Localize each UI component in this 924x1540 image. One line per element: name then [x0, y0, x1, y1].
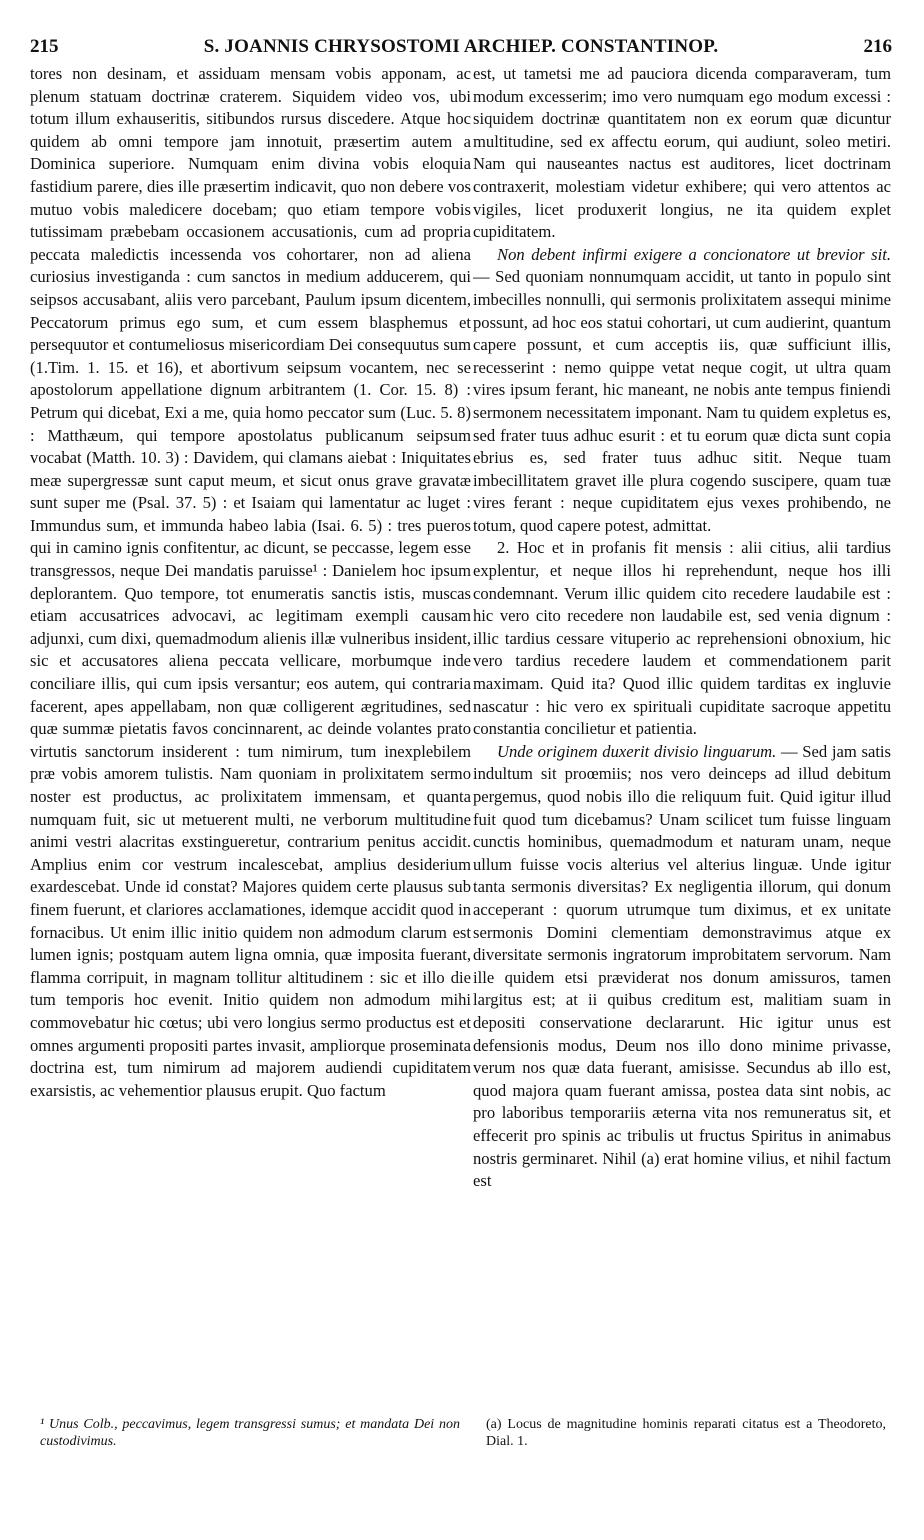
footnote-right: (a) Locus de magnitudine hominis reparati citatus est a Theodoreto, Dial. 1. [486, 1417, 886, 1449]
running-title: S. JOANNIS CHRYSOSTOMI ARCHIEP. CONSTANTINOP. [203, 36, 719, 57]
page-number-left: 215 [30, 36, 59, 57]
running-header [30, 36, 892, 60]
left-column [30, 63, 471, 1408]
left-column-text: tores non desinam, et assiduam mensam vobis apponam, ac plenum statuam doctrinæ craterem. Siquidem video vos, ubi totum illum exhauseritis, sitibundos rursus discedere. Atque hoc quidem ab omni tempore jam innotuit, præsertim autem a Dominica superiore. Numquam enim divina vobis eloquia fastidium parere, dies ille præsertim indicavit, quo non debere vos mutuo vobis maledicere docebam; quo etiam tempore vobis tutissimam præbebam occasionem accusationis, cum ad propria peccata maledictis incessenda vos cohortarer, non ad aliena curiosius investiganda : cum sanctos in medium adducerem, qui seipsos accusabant, aliis vero parcebant, Paulum ipsum dicentem, Peccatorum primus ego sum, et cum essem blasphemus et persequutor et contumeliosus misericordiam Dei consequutus sum (1.Tim. 1. 15. et 16), et abortivum seipsum vocantem, nec se apostolorum appellatione dignum arbitrantem (1. Cor. 15. 8) : Petrum qui dicebat, Exi a me, quia homo peccator sum (Luc. 5. 8) : Matthæum, qui tempore apostolatus publicanum seipsum vocabat (Matth. 10. 3) : Davidem, qui clamans aiebat : Iniquitates meæ supergressæ sunt caput meum, et sicut onus grave gravatæ sunt super me (Psal. 37. 5) : et Isaiam qui lamentatur ac luget : Immundus sum, et immunda habeo labia (Isai. 6. 5) : tres pueros qui in camino ignis confitentur, ac dicunt, se peccasse, legem esse transgressos, neque Dei mandatis paruisse¹ : Danielem hoc ipsum deplorantem. Quo tempore, tot enumeratis sanctis istis, muscas etiam accusatrices advocavi, ac legitimam exempli causam adjunxi, cum dixi, quemadmodum alienis illæ vulneribus insident, sic et accusatores aliena peccata vellicare, morbumque inde conciliare illis, qui cum ipsis versantur; eos autem, qui contraria facerent, apes appellabam, non quæ colligerent ægritudines, sed quæ summæ pietatis favos concinnarent, ac deinde volantes prato virtutis sanctorum insiderent : tum nimirum, tum inexplebilem præ vobis amorem tulistis. Nam quoniam in prolixitatem sermo noster est productus, ac prolixitatem immensam, et quanta numquam fuit, sic ut metuerent multi, ne verborum multitudine animi vestri alacritas exstingueretur, contrarium penitus accidit. Amplius enim cor vestrum incalescebat, amplius desiderium exardescebat. Unde id constat? Majores quidem certe plausus sub finem fuerunt, et clariores acclamationes, idemque accidit quod in fornacibus. Ut enim illic initio quidem non admodum clarum est lumen ignis; postquam autem ligna omnia, quæ imposita fuerant, flamma corripuit, in magnam tollitur altitudinem : sic et illo die tum temporis hoc evenit. Initio quidem non admodum mihi commovebatur hic cœtus; ubi vero longius sermo productus est et omnes argumenti propositi partes invasit, ampliorque proseminata doctrina est, tum nimirum ad majorem audiendi cupiditatem exarsistis, ac vehementior plausus erupit. Quo factum [30, 64, 471, 1100]
footnote-left: ¹ Unus Colb., peccavimus, legem transgressi sumus; et mandata Dei non custodivimus. [40, 1417, 460, 1449]
right-column [473, 63, 891, 1408]
page-number-right: 216 [863, 36, 892, 57]
section-paragraph-3 [473, 741, 891, 1193]
section-heading-1: Non debent infirmi exigere a concionatore ut brevior sit. [497, 244, 891, 264]
section-paragraph-2: 2. Hoc et in profanis fit mensis : alii citius, alii tardius explentur, et neque illos hi reprehendunt, neque hos illi condemnant. Verum illic quidem cito recedere laudabile est : hic vero cito recedere non laudabile est, sed venia dignum : illic tardius cessare vituperio ac reprehensioni obnoxium, hic vero tardius recedere laudem et commendationem parit maximam. Quid ita? Quod illic quidem tarditas ex ingluvie nascatur : hic vero ex spirituali cupiditate sacroque appetitu constantia concilietur et patientia. [473, 538, 891, 739]
section-paragraph-1 [473, 244, 891, 538]
section-text-1: — Sed quoniam nonnumquam accidit, ut tanto in populo sint imbecilles nonnulli, qui sermonis prolixitatem assequi minime possunt, ad hoc eos statui cohortari, ut cum audierint, quantum capere possunt, et cum acceptis iis, quæ sufficiunt illis, recesserint : nemo quippe vetat neque cogit, ut ultra quam vires ipsum ferant, hic maneant, ne nobis ante tempus finiendi sermonem necessitatem imponant. Nam tu quidem expletus es, sed frater tuus adhuc esurit : et tu eorum quæ dicta sunt copia ebrius es, sed frater tuus adhuc sitit. Neque tuam imbecillitatem gravet ille plura cogendo suscipere, quam tuæ vires ferant : neque cupiditatem ejus vexes prohibendo, ne totum, quod capere potest, admittat. [473, 267, 891, 535]
section-text-3: — Sed jam satis indultum sit proœmiis; nos vero deinceps ad illud debitum pergemus, quod nobis illo die reliquum fuit. Quid igitur illud fuit quod tum dicebamus? Unam scilicet tum fuisse linguam cunctis hominibus, quemadmodum et naturam unam, neque ullum fuisse vocis alterius vel alterius linguæ. Unde igitur tanta sermonis diversitas? Ex negligentia illorum, qui donum acceperant : quorum utrumque tum diximus, et ex unitate sermonis Domini clementiam demonstravimus atque ex diversitate sermonis ingratorum improbitatem servorum. Nam ille quidem etsi præviderat nos donum amissuros, tamen largitus est; at ii quibus creditum est, malitiam suam in depositi conservatione declararunt. Hic igitur unus est defensionis modus, Deum nos illo dono minime privasse, verum nos quæ data fuerant, amisisse. Secundus ab illo est, quod majora quam fuerant amissa, postea data sint nobis, ac pro laboribus temporariis æterna vita nos remuneratus sit, et effecerit pro spinis ac tribulis ut fructus Spiritus in animabus nostris germinaret. Nihil (a) erat homine vilius, et nihil factum est [473, 741, 891, 1191]
right-intro-paragraph: est, ut tametsi me ad pauciora dicenda comparaveram, tum modum excesserim; imo vero numquam ego modum excessi : siquidem doctrinæ quantitatem non ex eorum quæ dicuntur multitudine, sed ex affectu eorum, qui audiunt, soleo metiri. Nam qui nauseantes nactus est auditores, licet doctrinam contraxerit, molestiam videtur exhibere; qui vero attentos ac vigiles, licet produxerit longius, ne ita quidem explet cupiditatem. [473, 64, 891, 242]
section-heading-2: Unde originem duxerit divisio linguarum. [497, 741, 777, 761]
